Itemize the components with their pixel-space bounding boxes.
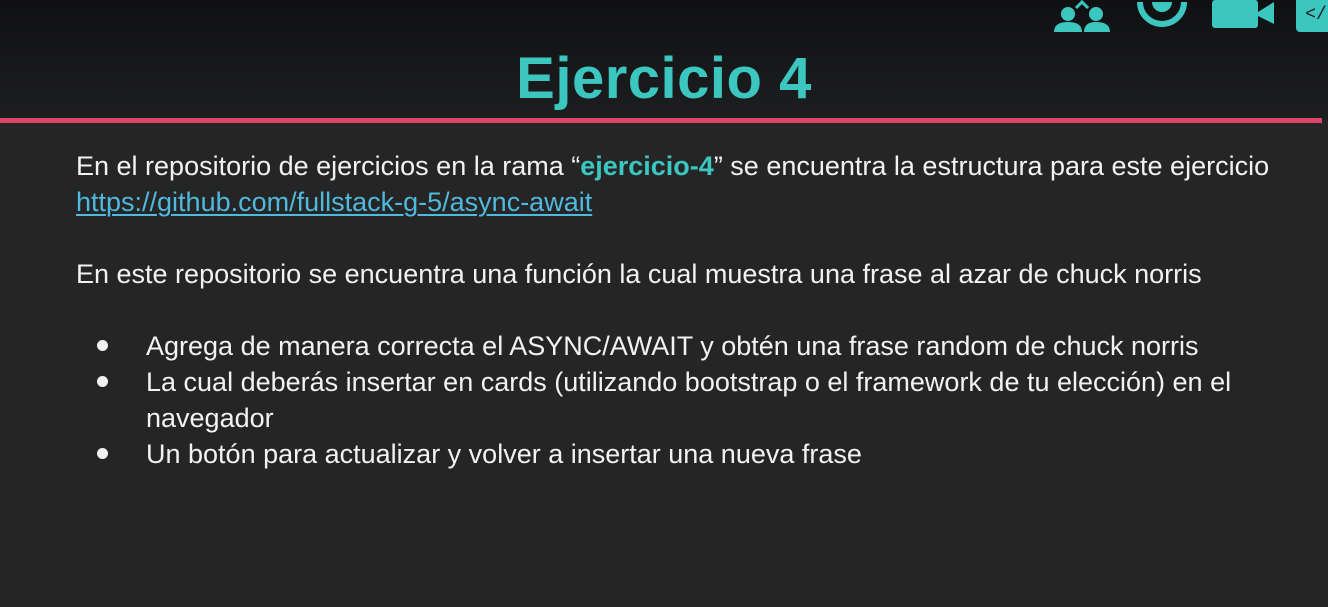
intro-paragraph: [76, 148, 1296, 184]
list-item-text: La cual deberás insertar en cards (utilizando bootstrap o el framework de tu elección) en el navegador: [146, 367, 1232, 433]
code-icon[interactable]: [1296, 0, 1328, 32]
video-camera-icon[interactable]: [1210, 0, 1276, 30]
title-divider: [0, 118, 1322, 123]
bullet-dot-icon: [97, 448, 108, 459]
group-icon[interactable]: [1050, 0, 1114, 34]
list-item: [76, 436, 1296, 472]
code-icon-label: </: [1305, 5, 1327, 25]
list-item-text: Agrega de manera correcta el ASYNC/AWAIT y obtén una frase random de chuck norris: [146, 331, 1199, 361]
bullet-dot-icon: [97, 376, 108, 387]
list-item-text: Un botón para actualizar y volver a insertar una nueva frase: [146, 439, 862, 469]
intro-text-before: En el repositorio de ejercicios en la rama “: [76, 151, 581, 181]
description-paragraph: En este repositorio se encuentra una función la cual muestra una frase al azar de chuck norris: [76, 259, 1202, 289]
bullet-dot-icon: [97, 340, 108, 351]
slide-title: Ejercicio 4: [516, 46, 812, 111]
toolbar-icons: [1040, 0, 1328, 40]
intro-text-after: ” se encuentra la estructura para este ejercicio: [713, 151, 1270, 181]
list-item: [76, 328, 1296, 364]
repository-link[interactable]: https://github.com/fullstack-g-5/async-await: [76, 187, 593, 217]
list-item: [76, 364, 1296, 436]
task-list: [76, 328, 1296, 472]
branch-name: ejercicio-4: [580, 151, 714, 181]
progress-ring-icon[interactable]: [1134, 0, 1190, 34]
spacer: [76, 220, 1296, 256]
slide-body: [76, 148, 1296, 472]
